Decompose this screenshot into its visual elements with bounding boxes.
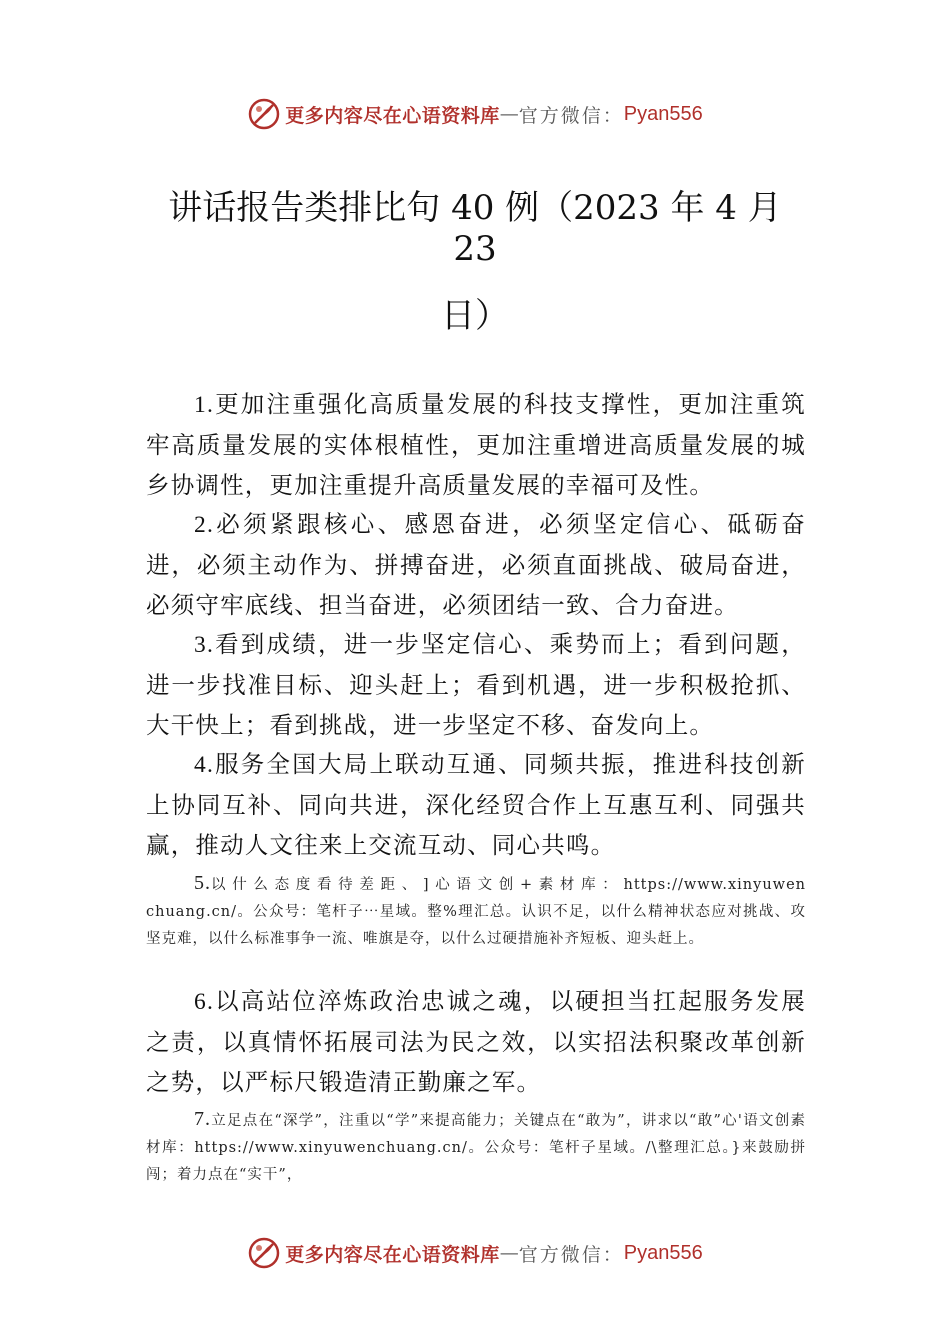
paragraph-5 — [146, 870, 806, 953]
paragraph-text: 看到成绩，进一步坚定信心、乘势而上；看到问题，进一步找准目标、迎头赶上；看到机遇，进一步积极抢抓、大干快上；看到挑战，进一步坚定不移、奋发向上。 — [146, 630, 806, 739]
paragraph-1 — [146, 384, 806, 505]
paragraph-text: 立足点在“深学”，注重以“学”来提高能力；关键点在“敢为”，讲求以“敢”心'语文创素材库：https://www.xinyuwenchuang.cn/。公众号：笔杆子星域。/\整理汇总。}来鼓励拼闯；着力点在“实干”， — [146, 1113, 806, 1183]
paragraph-number: 4. — [194, 752, 215, 778]
wechat-label: 官方微信： — [518, 1243, 624, 1266]
quill-logo-icon — [247, 97, 281, 131]
paragraph-text: 以高站位淬炼政治忠诚之魂，以硬担当扛起服务发展之责，以真情怀拓展司法为民之效，以实招法积聚改革创新之势，以严标尺锻造清正勤廉之军。 — [146, 987, 806, 1096]
library-text: 更多内容尽在心语资料库 — [285, 104, 500, 127]
paragraph-text: 服务全国大局上联动互通、同频共振，推进科技创新上协同互补、同向共进，深化经贸合作上互惠互利、同强共赢，推动人文往来上交流互动、同心共鸣。 — [146, 750, 806, 859]
library-text: 更多内容尽在心语资料库 — [285, 1243, 500, 1266]
paragraph-4 — [146, 744, 806, 865]
document-title-line-2: 23 — [453, 229, 497, 269]
document-title-line-1: 讲话报告类排比句 40 例（2023 年 4 月 — [168, 188, 782, 228]
banner-separator: — — [499, 103, 519, 125]
paragraph-text: 必须紧跟核心、感恩奋进，必须坚定信心、砥砺奋进，必须主动作为、拼搏奋进，必须直面挑战、破局奋进，必须守牢底线、担当奋进，必须团结一致、合力奋进。 — [146, 510, 806, 619]
header-banner — [0, 94, 950, 134]
paragraph-text: 更加注重强化高质量发展的科技支撑性，更加注重筑牢高质量发展的实体根植性，更加注重增进高质量发展的城乡协调性，更加注重提升高质量发展的幸福可及性。 — [146, 390, 806, 499]
paragraph-6 — [146, 981, 806, 1102]
paragraph-2 — [146, 504, 806, 625]
paragraph-text: 以 什 么 态 度 看 待 差 距 、 ] 心 语 文 创 + 素 材 库 ： https://www.xinyuwenchuang.cn/。公众号：笔杆子⋯星域。整%理汇总。认识不足，以什么精神状态应对挑战、攻坚克难，以什么标准事争一流、唯旗是夺，以什么过硬措施补齐短板、迎头赶上。 — [146, 877, 806, 947]
wechat-label: 官方微信： — [518, 104, 624, 127]
wechat-account: Pyan556 — [623, 1241, 703, 1264]
paragraph-number: 7. — [194, 1108, 211, 1130]
paragraph-number: 2. — [194, 512, 215, 538]
footer-banner — [0, 1233, 950, 1273]
document-title-line-3: 日） — [441, 296, 509, 336]
banner-separator: — — [499, 1242, 519, 1264]
wechat-account: Pyan556 — [623, 102, 703, 125]
quill-logo-icon — [247, 1236, 281, 1270]
paragraph-7 — [146, 1106, 806, 1189]
paragraph-number: 5. — [194, 872, 211, 894]
paragraph-3 — [146, 624, 806, 745]
paragraph-number: 1. — [194, 392, 215, 418]
paragraph-number: 3. — [194, 632, 215, 658]
paragraph-number: 6. — [194, 989, 215, 1015]
